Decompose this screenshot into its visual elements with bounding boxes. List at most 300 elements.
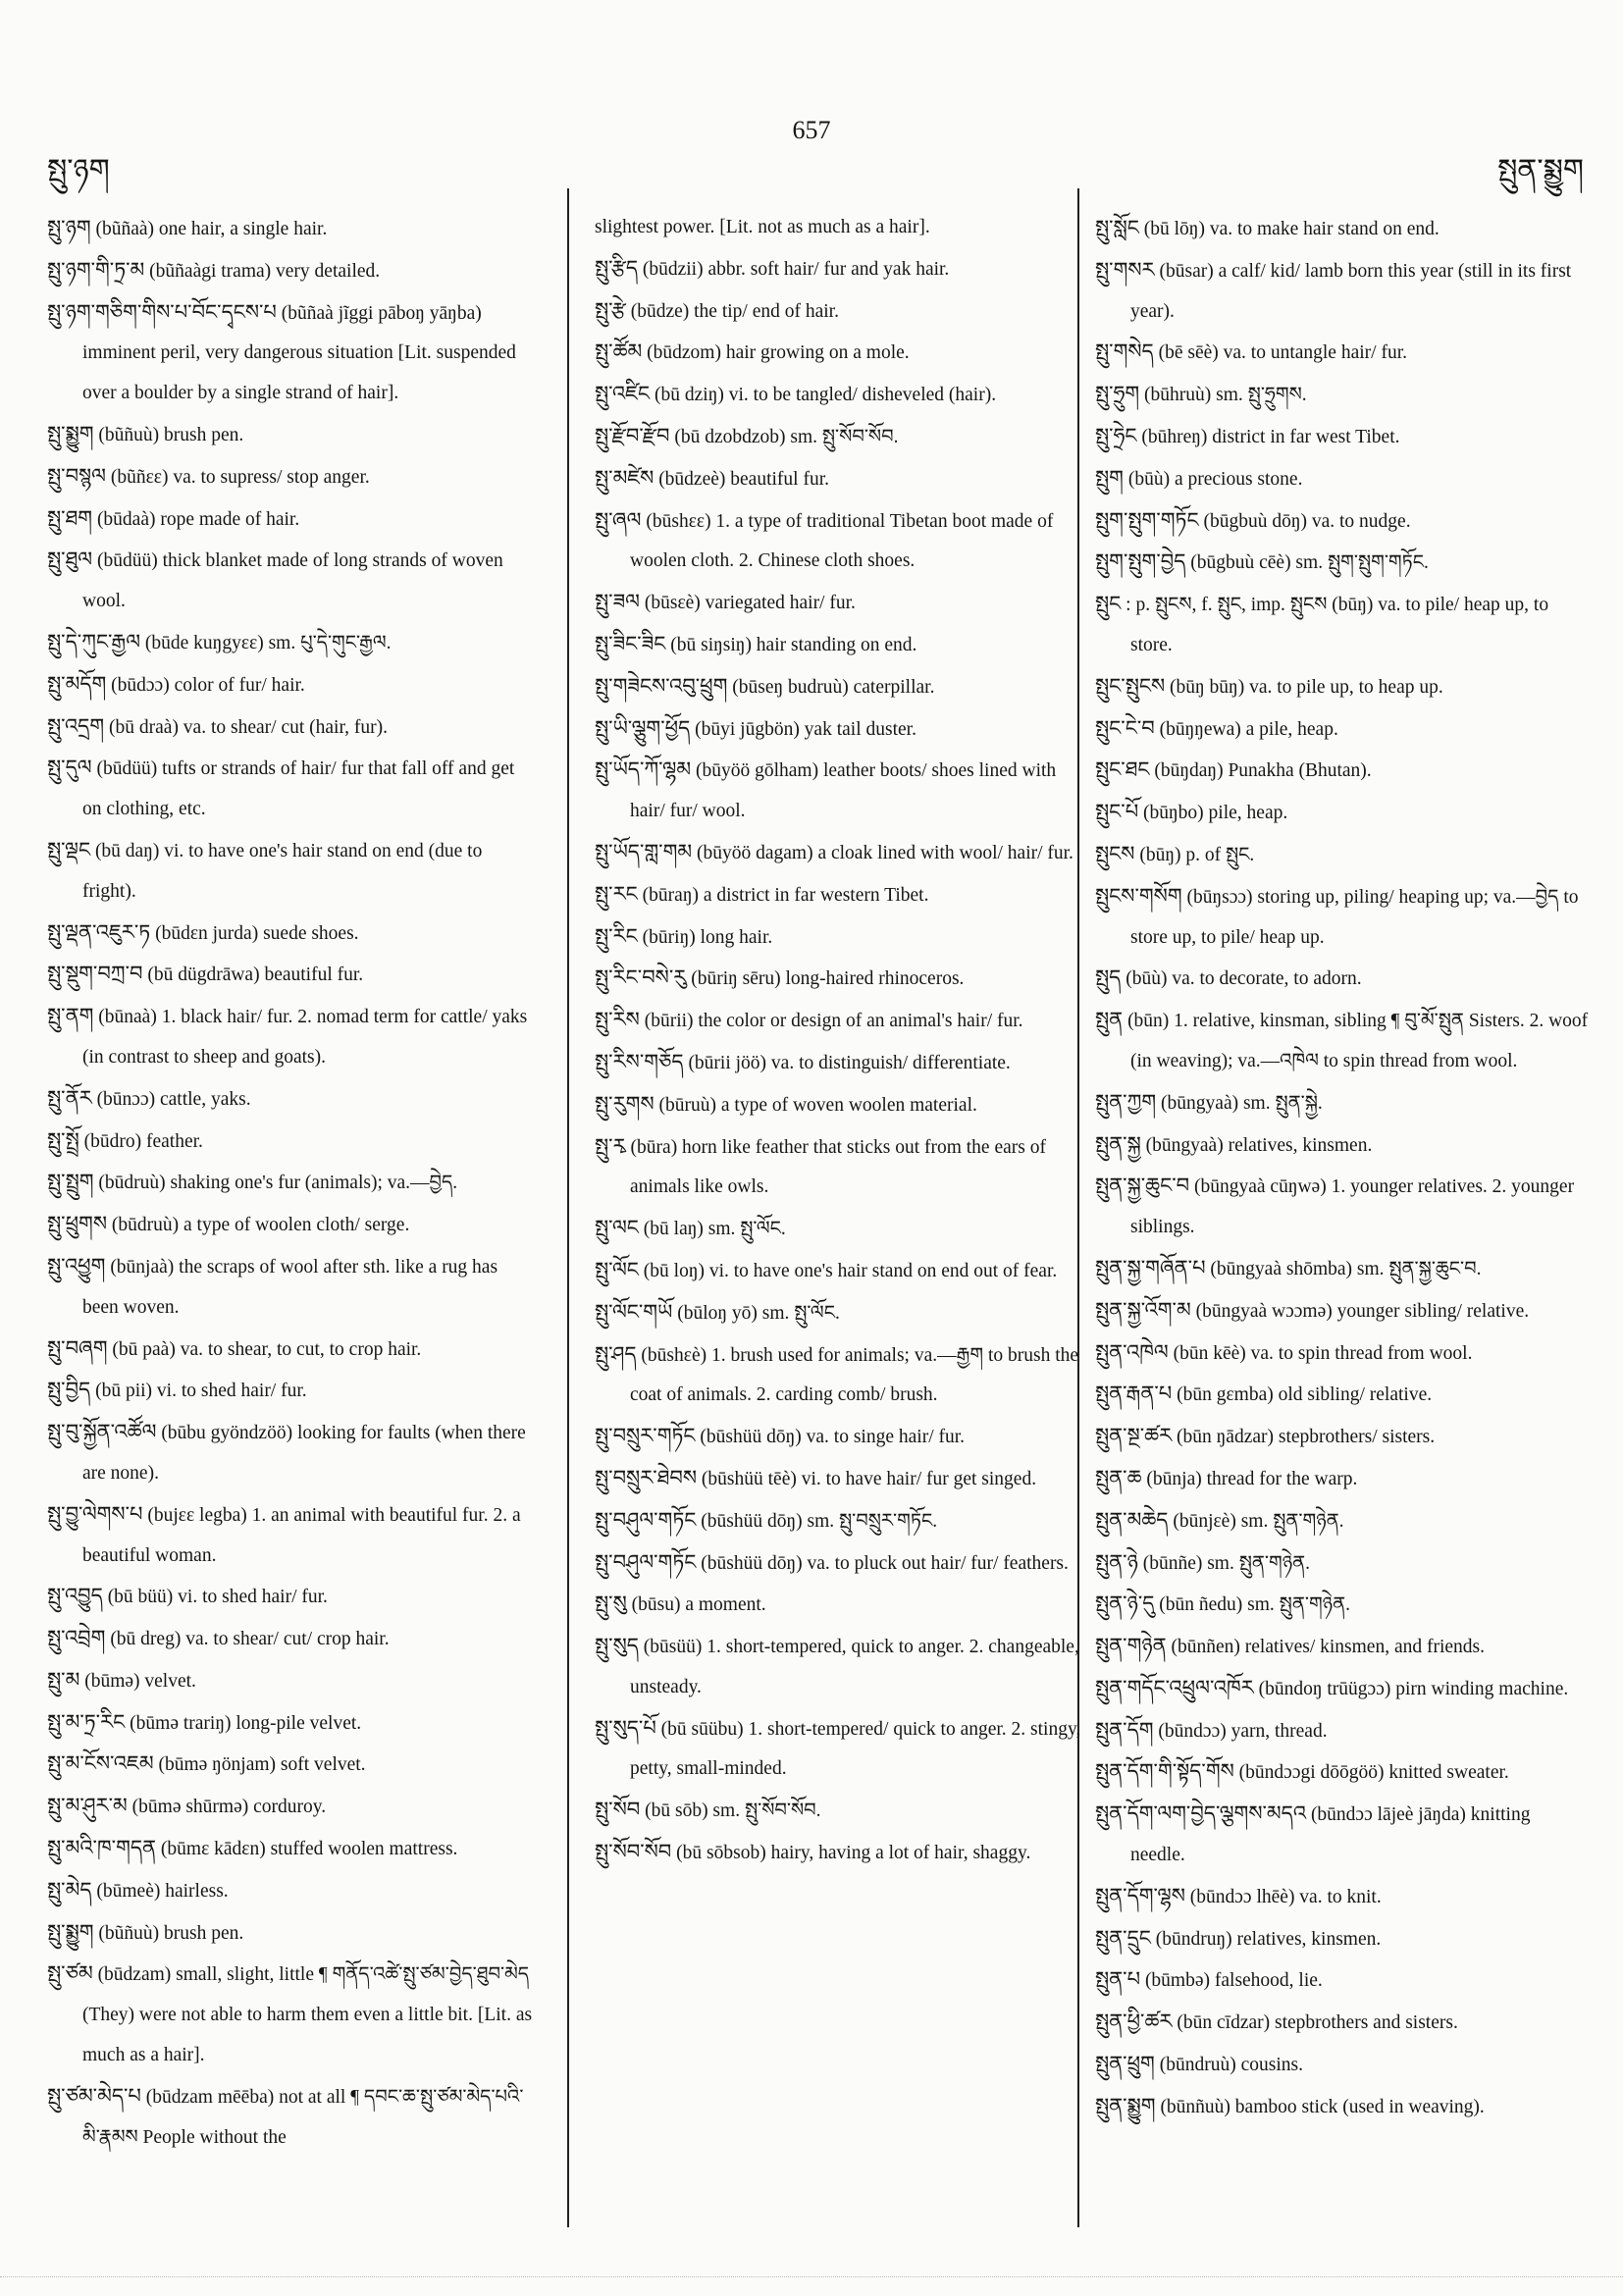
headword: སྤུ་མ་ཤུར་མ	[47, 1794, 128, 1818]
definition: (bũñaàgi trama) very detailed.	[149, 260, 381, 282]
dictionary-entry	[595, 1042, 1085, 1084]
dictionary-entry	[1095, 1751, 1590, 1794]
headword: སྤུ་བུ་སྐྱོན་འཚོལ	[47, 1420, 157, 1444]
headword: སྤུན་ཕྲུག	[1095, 2052, 1155, 2076]
definition: (būdzom) hair growing on a mole.	[647, 342, 910, 364]
definition: (būruù) a type of woven woolen material.	[658, 1094, 977, 1116]
headword: སྤུ་བཤུལ་གཏོང	[595, 1507, 697, 1532]
dictionary-entry	[595, 374, 1085, 416]
headword: སྤུན་པ	[1095, 1967, 1141, 1992]
dictionary-entry	[1095, 2044, 1590, 2086]
dictionary-entry	[1095, 1876, 1590, 1918]
headword: སྤུང་པོ	[1095, 800, 1139, 824]
definition: (būn kēè) va. to spin thread from wool.	[1173, 1342, 1473, 1364]
definition: (būriŋ) long hair.	[642, 926, 773, 948]
definition: (būnaà) 1. black hair/ fur. 2. nomad term for cattle/ yaks (in contrast to sheep and goats).	[82, 1007, 528, 1068]
definition: (bũñεε) va. to supress/ stop anger.	[110, 466, 370, 488]
dictionary-entry	[47, 540, 538, 622]
headword: སྤུང་ངེ་བ	[1095, 715, 1155, 740]
dictionary-entry	[595, 248, 1085, 290]
dictionary-entry	[1095, 208, 1590, 250]
dictionary-entry	[595, 416, 1085, 458]
dictionary-entry	[1095, 500, 1590, 543]
dictionary-entry	[595, 624, 1085, 666]
dictionary-entry	[1095, 1959, 1590, 2002]
definition: (bũñaà) one hair, a single hair.	[95, 219, 328, 239]
headword: སྤུ་སུ	[595, 1592, 627, 1616]
headword: སྤུ་རྩེ	[595, 297, 626, 322]
definition: (būndɔɔ lhēè) va. to knit.	[1189, 1886, 1382, 1907]
column-1	[47, 208, 538, 2158]
headword: སྤུ་གསར	[1095, 257, 1155, 282]
headword: སྤུ་ཉག	[47, 216, 91, 239]
definition: (būsüü) 1. short-tempered, quick to anger. 2. changeable, unsteady.	[630, 1637, 1079, 1697]
dictionary-entry	[1095, 1542, 1590, 1585]
dictionary-entry	[47, 1618, 538, 1660]
dictionary-entry	[47, 913, 538, 955]
headword: སྤུ་མདོག	[47, 671, 107, 696]
headword: སྤུན་ཉེ་དུ	[1095, 1592, 1155, 1616]
definition: (bū siŋsiŋ) hair standing on end.	[670, 634, 917, 655]
definition: (bū dreg) va. to shear/ cut/ crop hair.	[110, 1629, 390, 1650]
headword: སྤུ་སྤྲུག	[47, 1170, 94, 1194]
page-edge	[0, 2276, 1623, 2278]
definition: (būsar) a calf/ kid/ lamb born this year (still in its first year).	[1130, 260, 1572, 322]
definition: (būmə ŋönjam) soft velvet.	[158, 1754, 366, 1776]
definition: (būgbuù dōŋ) va. to nudge.	[1203, 510, 1411, 532]
headword: སྤུན་སྐྱ་འོག་མ	[1095, 1297, 1191, 1322]
dictionary-entry	[595, 1000, 1085, 1042]
headword: སྤུ་ནོར	[47, 1085, 92, 1110]
definition: (būnñe) sm. སྤུན་གཉེན.	[1142, 1552, 1311, 1574]
headword: སྤུ་བསྲུར་གཏོང	[595, 1424, 696, 1448]
headword: སྤུན་དོག་ལྷས	[1095, 1883, 1185, 1907]
definition: (bū sōb) sm. སྤུ་སོབ་སོབ.	[645, 1800, 821, 1822]
headword: སྤུངས	[1095, 841, 1135, 865]
headword: སྤུ་རིས	[595, 1008, 640, 1032]
dictionary-entry	[595, 458, 1085, 500]
headword: སྤུ་བསྲུར་ཐེབས	[595, 1465, 698, 1489]
definition: (būndɔɔ) yarn, thread.	[1158, 1720, 1328, 1742]
dictionary-entry	[595, 750, 1085, 832]
definition: (būŋdaŋ) Punakha (Bhutan).	[1154, 760, 1372, 782]
dictionary-entry	[47, 1870, 538, 1912]
headword: སྤུ་ལྡང	[47, 837, 91, 861]
definition: (būra) horn like feather that sticks out from the ears of animals like owls.	[630, 1136, 1046, 1198]
definition: (būyöö gōlham) leather boots/ shoes lined with hair/ fur/ wool.	[630, 760, 1057, 822]
dictionary-entry	[595, 1208, 1085, 1250]
headword: སྤུན་ཀྱག	[1095, 1089, 1157, 1114]
headword: སྤུ་རྭ	[595, 1133, 626, 1158]
definition: (būdruù) a type of woolen cloth/ serge.	[111, 1215, 410, 1236]
dictionary-entry	[595, 1626, 1085, 1708]
definition: (būshüü dōŋ) va. to singe hair/ fur.	[700, 1427, 966, 1448]
dictionary-entry	[47, 748, 538, 830]
definition: (bũñuù) brush pen.	[98, 424, 244, 445]
definition: (būsεè) variegated hair/ fur.	[644, 593, 856, 614]
dictionary-entry	[47, 1370, 538, 1412]
definition: (būdzam) small, slight, little ¶ གནོད་འཚེ་སྤུ་ཙམ་བྱེད་ཐུབ་མེད (They) were not able to harm them even a little bit. [Lit. as much as a hair].	[82, 1964, 533, 2066]
dictionary-entry	[47, 1660, 538, 1702]
dictionary-entry	[1095, 250, 1590, 333]
headword: སྤུན་དོག	[1095, 1717, 1154, 1742]
dictionary-entry	[1095, 1668, 1590, 1710]
dictionary-entry	[1095, 458, 1590, 500]
headword: སྤུན་སྐྱ་གཞོན་པ	[1095, 1255, 1206, 1279]
definition: (būsu) a moment.	[631, 1594, 766, 1616]
definition: (būshεè) 1. brush used for animals; va.—རྒྱག to brush the coat of animals. 2. carding comb/ brush.	[630, 1344, 1079, 1406]
dictionary-entry	[595, 1584, 1085, 1626]
definition: (būmə shūrmə) corduroy.	[131, 1797, 327, 1818]
headword: སྤུ་རང	[595, 881, 638, 906]
headword: སྤུ་ཙམ	[47, 1961, 93, 1986]
dictionary-entry	[47, 208, 538, 250]
dictionary-entry	[47, 1912, 538, 1955]
headword: སྤུ་བཤུལ་གཏོང	[595, 1549, 697, 1574]
dictionary-entry	[1095, 332, 1590, 374]
definition: (būŋŋewa) a pile, heap.	[1159, 718, 1338, 740]
dictionary-entry	[1095, 750, 1590, 792]
headword: སྤུན་ཉེ	[1095, 1549, 1138, 1574]
headword: སྤུང་སྤུངས	[1095, 673, 1166, 698]
definition: slightest power. [Lit. not as much as a hair].	[595, 217, 930, 237]
dictionary-entry	[1095, 1332, 1590, 1375]
definition: (bē sēè) va. to untangle hair/ fur.	[1158, 342, 1407, 364]
headword: སྤུ་ལོང	[595, 1257, 639, 1281]
definition: (būngyaà) relatives, kinsmen.	[1145, 1134, 1373, 1156]
headword: སྤུ་ཧྲེང	[1095, 423, 1137, 447]
headword: སྤུང	[1095, 592, 1122, 616]
dictionary-entry	[595, 1542, 1085, 1585]
dictionary-entry	[1095, 708, 1590, 751]
dictionary-entry	[1095, 1458, 1590, 1500]
definition: (būdze) the tip/ end of hair.	[630, 300, 839, 322]
headword: སྤུན་འཁེལ	[1095, 1339, 1169, 1364]
column-rule	[567, 188, 569, 2227]
headword: སྤུག་སྤུག་གཏོང	[1095, 507, 1199, 532]
dictionary-entry	[595, 500, 1085, 583]
definition: (būshüü dōŋ) va. to pluck out hair/ fur/ feathers.	[701, 1552, 1069, 1574]
definition: (būndoŋ trūügɔɔ) pirn winding machine.	[1258, 1678, 1569, 1699]
dictionary-entry	[47, 1078, 538, 1121]
definition: (būde kuŋgyεε) sm. པུ་དེ་གུང་རྒྱལ.	[144, 632, 392, 653]
headword: སྤུ་རིང	[595, 923, 638, 948]
definition: (bū laŋ) sm. སྤུ་ལོང.	[643, 1219, 786, 1240]
definition: (būn cīdzar) stepbrothers and sisters.	[1177, 2012, 1458, 2034]
definition: (būngyaà shōmba) sm. སྤུན་སྐྱ་ཆུང་བ.	[1210, 1258, 1482, 1279]
dictionary-entry	[595, 1126, 1085, 1209]
dictionary-entry	[1095, 1416, 1590, 1458]
definition: (būmə) velvet.	[84, 1670, 196, 1692]
dictionary-entry	[595, 708, 1085, 751]
definition: (būyi jūgbön) yak tail duster.	[695, 718, 916, 740]
definition: (būn ñedu) sm. སྤུན་གཉེན.	[1159, 1594, 1350, 1616]
dictionary-entry	[47, 1246, 538, 1329]
headword: སྤུ་ཉག་གཅིག་གིས་པ་བོང་དྭངས་པ	[47, 299, 277, 324]
dictionary-entry	[595, 290, 1085, 333]
dictionary-entry	[47, 1162, 538, 1204]
definition: (būnjεè) sm. སྤུན་གཉེན.	[1173, 1510, 1344, 1532]
dictionary-entry	[595, 582, 1085, 624]
definition: (būyöö dagam) a cloak lined with wool/ hair/ fur.	[696, 842, 1073, 863]
dictionary-entry	[595, 1708, 1085, 1791]
headword: སྤུ་ཙམ་མེད་པ	[47, 2083, 141, 2108]
definition: (būnja) thread for the warp.	[1146, 1468, 1358, 1489]
headword: སྤུན་སྐྱ	[1095, 1131, 1141, 1156]
definition: (bū sōbsob) hairy, having a lot of hair, shaggy.	[676, 1843, 1031, 1864]
definition: (bū pii) vi. to shed hair/ fur.	[95, 1381, 307, 1402]
definition: (būmbə) falsehood, lie.	[1144, 1970, 1323, 1992]
dictionary-entry	[47, 1786, 538, 1828]
headword: སྤུན་མཆེད	[1095, 1507, 1169, 1532]
definition: (būdɔɔ) color of fur/ hair.	[111, 674, 305, 696]
headword: སྤུ་སོབ	[595, 1798, 641, 1822]
headword: སྤུ་འབྲེག	[47, 1626, 106, 1650]
headword: སྤུངས་གསོག	[1095, 883, 1182, 908]
headword: སྤུ་འདྲག	[47, 713, 105, 738]
dictionary-entry	[1095, 876, 1590, 959]
headword: སྤུ་རྫོབ་རྫོབ	[595, 423, 670, 447]
definition: (būloŋ yō) sm. སྤུ་ལོང.	[677, 1302, 840, 1324]
column-3	[1095, 208, 1590, 2128]
definition: (būmə trariŋ) long-pile velvet.	[130, 1712, 362, 1734]
definition: (būngyaà cūŋwə) 1. younger relatives. 2. younger siblings.	[1130, 1176, 1575, 1238]
definition: (būrii jöö) va. to distinguish/ differentiate.	[688, 1052, 1011, 1073]
definition: (bū sūübu) 1. short-tempered/ quick to anger. 2. stingy, petty, small-minded.	[630, 1718, 1081, 1780]
running-head-right: སྤུན་སྨྱུག	[1497, 153, 1584, 187]
headword: སྤུ་ལང	[595, 1216, 639, 1240]
headword: སྤུ་ཐུལ	[47, 548, 93, 572]
definition: : p. སྤུངས, f. སྤུང, imp. སྤུངས (būŋ) va. to pile/ heap up, to store.	[1126, 595, 1549, 655]
dictionary-entry	[595, 208, 1085, 248]
dictionary-entry	[1095, 1374, 1590, 1416]
definition: (bū lōŋ) va. to make hair stand on end.	[1143, 219, 1440, 239]
dictionary-entry	[47, 1412, 538, 1494]
definition: (būnɔɔ) cattle, yaks.	[96, 1088, 251, 1110]
definition: (būŋsɔɔ) storing up, piling/ heaping up; va.—བྱེད to store up, to pile/ heap up.	[1130, 886, 1579, 948]
headword: སྤུག	[1095, 465, 1124, 490]
column-2	[595, 208, 1085, 1874]
dictionary-entry	[47, 250, 538, 292]
dictionary-entry	[1095, 1082, 1590, 1124]
headword: སྤུ་འབྱུད	[47, 1584, 103, 1608]
dictionary-entry	[1095, 1000, 1590, 1082]
definition: (būn gεmba) old sibling/ relative.	[1177, 1384, 1433, 1406]
definition: (bū dziŋ) vi. to be tangled/ disheveled (hair).	[654, 385, 997, 406]
dictionary-entry	[1095, 1500, 1590, 1542]
definition: (būŋ) p. of སྤུང.	[1139, 844, 1255, 865]
dictionary-entry	[47, 1576, 538, 1618]
definition: (būù) va. to decorate, to adorn.	[1126, 968, 1362, 990]
headword: སྤུ་སྡུག་བཀྲ་བ	[47, 962, 143, 986]
definition: (būndruŋ) relatives, kinsmen.	[1155, 1928, 1382, 1950]
definition: (būù) a precious stone.	[1127, 468, 1303, 490]
definition: (būdruù) shaking one's fur (animals); va.—བྱེད.	[98, 1173, 458, 1194]
headword: སྤུན་སྨྱུག	[1095, 2093, 1156, 2117]
dictionary-entry	[1095, 584, 1590, 666]
definition: (būriŋ sēru) long-haired rhinoceros.	[691, 968, 965, 990]
dictionary-entry	[1095, 374, 1590, 416]
definition: (būdzam mēēba) not at all ¶ དབང་ཆ་སྤུ་ཙམ་མེད་པའི་མི་རྣམས People without the	[82, 2086, 524, 2148]
headword: སྤུ་རུགས	[595, 1091, 654, 1116]
headword: སྤུན་དོག་གི་སྟོད་གོས	[1095, 1759, 1234, 1784]
headword: སྤུན་དོག་ལག་བྱེད་ལྕགས་མདའ	[1095, 1801, 1307, 1826]
definition: (būdro) feather.	[83, 1130, 203, 1152]
dictionary-entry	[1095, 416, 1590, 458]
definition: (būshεε) 1. a type of traditional Tibetan boot made of woolen cloth. 2. Chinese cloth shoes.	[630, 510, 1054, 572]
definition: (būnjaà) the scraps of wool after sth. like a rug has been woven.	[82, 1256, 498, 1318]
dictionary-entry	[1095, 1584, 1590, 1626]
headword: སྤུ་ལྡན་འཇུར་ཏ	[47, 919, 151, 944]
definition: (būdüü) tufts or strands of hair/ fur that fall off and get on clothing, etc.	[82, 758, 515, 820]
dictionary-entry	[47, 1702, 538, 1745]
dictionary-entry	[47, 2076, 538, 2159]
headword: སྤུ་མ་ཏྲ་རིང	[47, 1709, 126, 1734]
headword: སྤུད	[1095, 965, 1122, 990]
definition: (būrii) the color or design of an animal's hair/ fur.	[644, 1011, 1023, 1032]
dictionary-entry	[1095, 958, 1590, 1000]
headword: སྤུ་ཟལ	[595, 590, 640, 614]
headword: སྤུ་མའི་ཁ་གདན	[47, 1836, 157, 1860]
definition: (būdüü) thick blanket made of long strands of woven wool.	[82, 550, 503, 612]
headword: སྤུ་བསྙལ	[47, 463, 106, 488]
definition: (bū büü) vi. to shed hair/ fur.	[107, 1587, 328, 1608]
headword: སྤུ་རྩིད	[595, 255, 638, 280]
headword: སྤུ་སྤྲོ	[47, 1127, 79, 1152]
headword: སྤུན་དྲུང	[1095, 1925, 1151, 1950]
headword: སྤུ་ཧྲུག	[1095, 382, 1140, 406]
dictionary-entry	[47, 1954, 538, 2075]
dictionary-entry	[47, 996, 538, 1078]
dictionary-entry	[595, 1084, 1085, 1126]
dictionary-entry	[1095, 1794, 1590, 1876]
dictionary-entry	[47, 292, 538, 414]
running-head-left: སྤུ་ཉག	[47, 153, 110, 187]
headword: སྤུ་ཐག	[47, 505, 93, 530]
dictionary-entry	[47, 1329, 538, 1371]
headword: སྤུ་ཡི་ལྕུག་ཕྱོད	[595, 715, 691, 740]
headword: སྤུང་ཐང	[1095, 757, 1150, 782]
headword: སྤུ་ཡོད་གླ་གམ	[595, 839, 693, 863]
dictionary-entry	[1095, 2086, 1590, 2128]
dictionary-entry	[1095, 792, 1590, 834]
dictionary-entry	[1095, 1626, 1590, 1668]
definition: (bū paà) va. to shear, to cut, to crop hair.	[112, 1338, 422, 1360]
headword: སྤུན་སྐྱ་ཆུང་བ	[1095, 1174, 1190, 1198]
headword: སྤུན	[1095, 1008, 1124, 1032]
definition: (būn) 1. relative, kinsman, sibling ¶ བུ་མོ་སྤུན Sisters. 2. woof (in weaving); va.—འཁེལ to spin thread from wool.	[1127, 1011, 1589, 1071]
dictionary-entry	[595, 332, 1085, 374]
dictionary-entry	[47, 830, 538, 913]
headword: སྤུ་ཟིང་ཟིང	[595, 631, 666, 655]
dictionary-entry	[595, 916, 1085, 959]
headword: སྤུ་མཛེས	[595, 465, 654, 490]
headword: སྤུ་མེད	[47, 1877, 92, 1902]
dictionary-entry	[595, 1500, 1085, 1542]
definition: (būndɔɔ lājeè jāŋda) knitting needle.	[1130, 1804, 1531, 1866]
headword: སྤུ་རིང་བསེ་རུ	[595, 965, 687, 990]
definition: (būdzii) abbr. soft hair/ fur and yak hair.	[642, 258, 950, 280]
headword: སྤུ་ཉག་གི་ཏྲ་མ	[47, 257, 145, 282]
definition: (būnñen) relatives/ kinsmen, and friends.	[1171, 1637, 1485, 1658]
headword: སྤུ་ཚོམ	[595, 339, 643, 364]
dictionary-entry	[47, 1121, 538, 1163]
definition: (būmeè) hairless.	[96, 1880, 229, 1902]
definition: (būdεn jurda) suede shoes.	[155, 922, 359, 944]
definition: (būhruù) sm. སྤུ་ཧྲུགས.	[1144, 385, 1307, 406]
dictionary-entry	[47, 414, 538, 456]
headword: སྤུ་མ་ངོས་འཇམ	[47, 1751, 154, 1776]
definition: (būmε kādεn) stuffed woolen mattress.	[160, 1839, 458, 1860]
headword: སྤུ་གསེད	[1095, 339, 1154, 364]
definition: (būŋ būŋ) va. to pile up, to heap up.	[1170, 676, 1443, 698]
definition: (bū daŋ) vi. to have one's hair stand on end (due to fright).	[82, 840, 483, 902]
definition: (bũñuù) brush pen.	[98, 1922, 244, 1944]
dictionary-entry	[1095, 1290, 1590, 1332]
dictionary-entry	[1095, 1124, 1590, 1167]
dictionary-entry	[1095, 1918, 1590, 1960]
dictionary-entry	[47, 664, 538, 706]
definition: (būndruù) cousins.	[1159, 2055, 1303, 2076]
headword: སྤུ་ཞལ	[595, 507, 642, 532]
definition: (būŋbo) pile, heap.	[1143, 803, 1288, 824]
dictionary-entry	[47, 1744, 538, 1786]
dictionary-entry	[595, 958, 1085, 1000]
headword: སྤུན་གདོང་འཕྲུལ་འཁོར	[1095, 1675, 1254, 1699]
definition: (bū draà) va. to shear/ cut (hair, fur).	[109, 716, 389, 738]
headword: སྤུ་སློང	[1095, 216, 1139, 239]
dictionary-entry	[47, 498, 538, 541]
definition: (būngyaà) sm. སྤུན་སྐྱེ.	[1161, 1092, 1323, 1114]
definition: (būshüü tēè) vi. to have hair/ fur get singed.	[701, 1468, 1037, 1489]
headword: སྤུ་སུད་པོ	[595, 1715, 656, 1740]
definition: (būhreŋ) district in far west Tibet.	[1141, 426, 1400, 447]
headword: སྤུན་གཉེན	[1095, 1634, 1167, 1658]
headword: སྤུ་མ	[47, 1667, 80, 1692]
dictionary-entry	[47, 622, 538, 664]
headword: སྤུ་སུད	[595, 1634, 639, 1658]
headword: སྤུ་བྱུ་ལེགས་པ	[47, 1501, 143, 1526]
page-number: 657	[792, 116, 831, 144]
definition: (būdzeè) beautiful fur.	[658, 468, 829, 490]
dictionary-entry	[595, 1790, 1085, 1832]
dictionary-entry	[1095, 666, 1590, 708]
headword: སྤུ་རིས་གཅོད	[595, 1049, 684, 1073]
definition: (bū dzobdzob) sm. སྤུ་སོབ་སོབ.	[674, 426, 899, 447]
dictionary-entry	[595, 832, 1085, 874]
definition: (bū dügdrāwa) beautiful fur.	[147, 965, 364, 986]
headword: སྤུན་ཕྱི་ཚར	[1095, 2009, 1173, 2034]
definition: (būgbuù cēè) sm. སྤུག་སྤུག་གཏོང.	[1190, 552, 1429, 574]
headword: སྤུ་ཕྲུགས	[47, 1212, 108, 1236]
dictionary-entry	[1095, 834, 1590, 876]
headword: སྤུན་ཆ	[1095, 1465, 1142, 1489]
dictionary-entry	[595, 1832, 1085, 1874]
dictionary-entry	[595, 1334, 1085, 1417]
dictionary-entry	[47, 954, 538, 996]
dictionary-entry	[595, 1250, 1085, 1292]
definition: (bũñaà jĩggi pāboŋ yāŋba) imminent peril, very dangerous situation [Lit. suspended over a boulder by a single strand of hair].	[82, 302, 516, 404]
dictionary-entry	[595, 1416, 1085, 1458]
headword: སྤུ་ཡོད་ཀོ་ལྷམ	[595, 757, 692, 782]
dictionary-entry	[47, 1494, 538, 1577]
definition: (būn ŋādzar) stepbrothers/ sisters.	[1177, 1427, 1436, 1448]
headword: སྤུན་རྒན་པ	[1095, 1382, 1173, 1406]
dictionary-entry	[1095, 542, 1590, 584]
definition: (būseŋ budruù) caterpillar.	[732, 676, 935, 698]
dictionary-entry	[47, 1828, 538, 1870]
definition: (būdaà) rope made of hair.	[96, 508, 300, 530]
